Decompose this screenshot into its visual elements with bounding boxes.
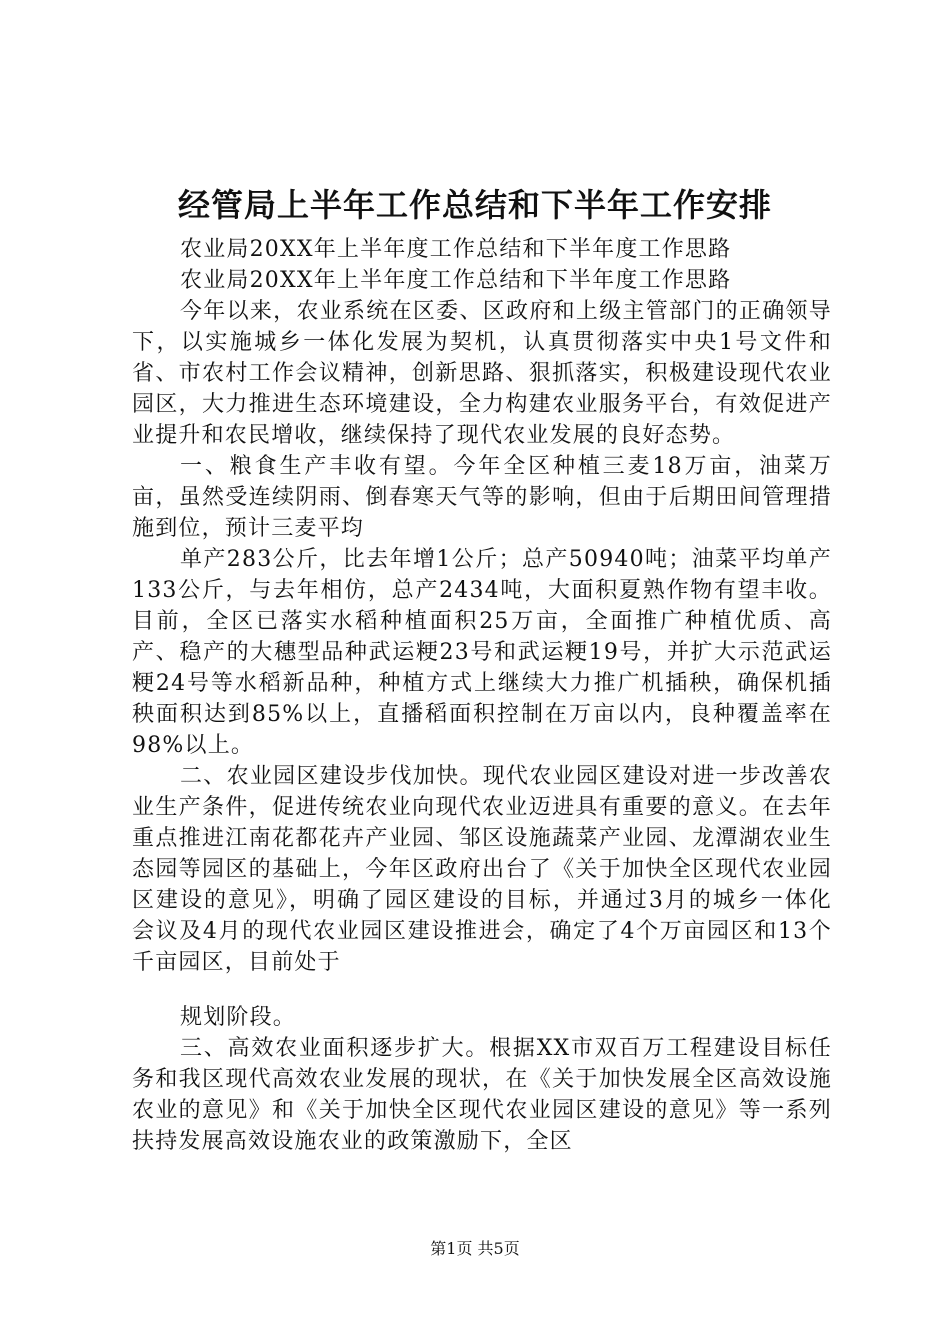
paragraph-grain-yield: 单产283公斤，比去年增1公斤；总产50940吨；油菜平均单产133公斤，与去年相仿，总产2434吨，大面积夏熟作物有望丰收。目前，全区已落实水稻种植面积25万亩，全面推广种植优质、高产、稳产的大穗型品种武运粳23号和武运粳19号，并扩大示范武运粳24号等水稻新品种，种植方式上继续大力推广机插秧，确保机插秧面积达到85%以上，直播稻面积控制在万亩以内，良种覆盖率在98%以上。: [132, 547, 832, 758]
paragraph-planning-stage: 规划阶段。: [180, 1005, 297, 1030]
page-number-footer: 第1页 共5页: [430, 1239, 520, 1258]
document-title: 经管局上半年工作总结和下半年工作安排: [177, 186, 772, 224]
paragraph-gap: [132, 978, 832, 1002]
paragraph-agri-parks: 二、农业园区建设步伐加快。现代农业园区建设对进一步改善农业生产条件，促进传统农业向现代农业迈进具有重要的意义。在去年重点推进江南花都花卉产业园、邹区设施蔬菜产业园、龙潭湖农业生态园等园区的基础上，今年区政府出台了《关于加快全区现代农业园区建设的意见》，明确了园区建设的目标，并通过3月的城乡一体化会议及4月的现代农业园区建设推进会，确定了4个万亩园区和13个千亩园区，目前处于: [132, 764, 832, 975]
subtitle-line-2: 农业局20XX年上半年度工作总结和下半年度工作思路: [180, 268, 732, 293]
paragraph-intro: 今年以来，农业系统在区委、区政府和上级主管部门的正确领导下，以实施城乡一体化发展为契机，认真贯彻落实中央1号文件和省、市农村工作会议精神，创新思路、狠抓落实，积极建设现代农业园区，大力推进生态环境建设，全力构建农业服务平台，有效促进产业提升和农民增收，继续保持了现代农业发展的良好态势。: [132, 299, 832, 448]
subtitle-line-1: 农业局20XX年上半年度工作总结和下半年度工作思路: [180, 237, 732, 262]
paragraph-grain-production: 一、粮食生产丰收有望。今年全区种植三麦18万亩，油菜万亩，虽然受连续阴雨、倒春寒天气等的影响，但由于后期田间管理措施到位，预计三麦平均: [132, 454, 832, 541]
paragraph-efficient-agri: 三、高效农业面积逐步扩大。根据XX市双百万工程建设目标任务和我区现代高效农业发展的现状，在《关于加快发展全区高效设施农业的意见》和《关于加快全区现代农业园区建设的意见》等一系列扶持发展高效设施农业的政策激励下，全区: [132, 1036, 832, 1154]
document-body: [132, 234, 832, 1157]
